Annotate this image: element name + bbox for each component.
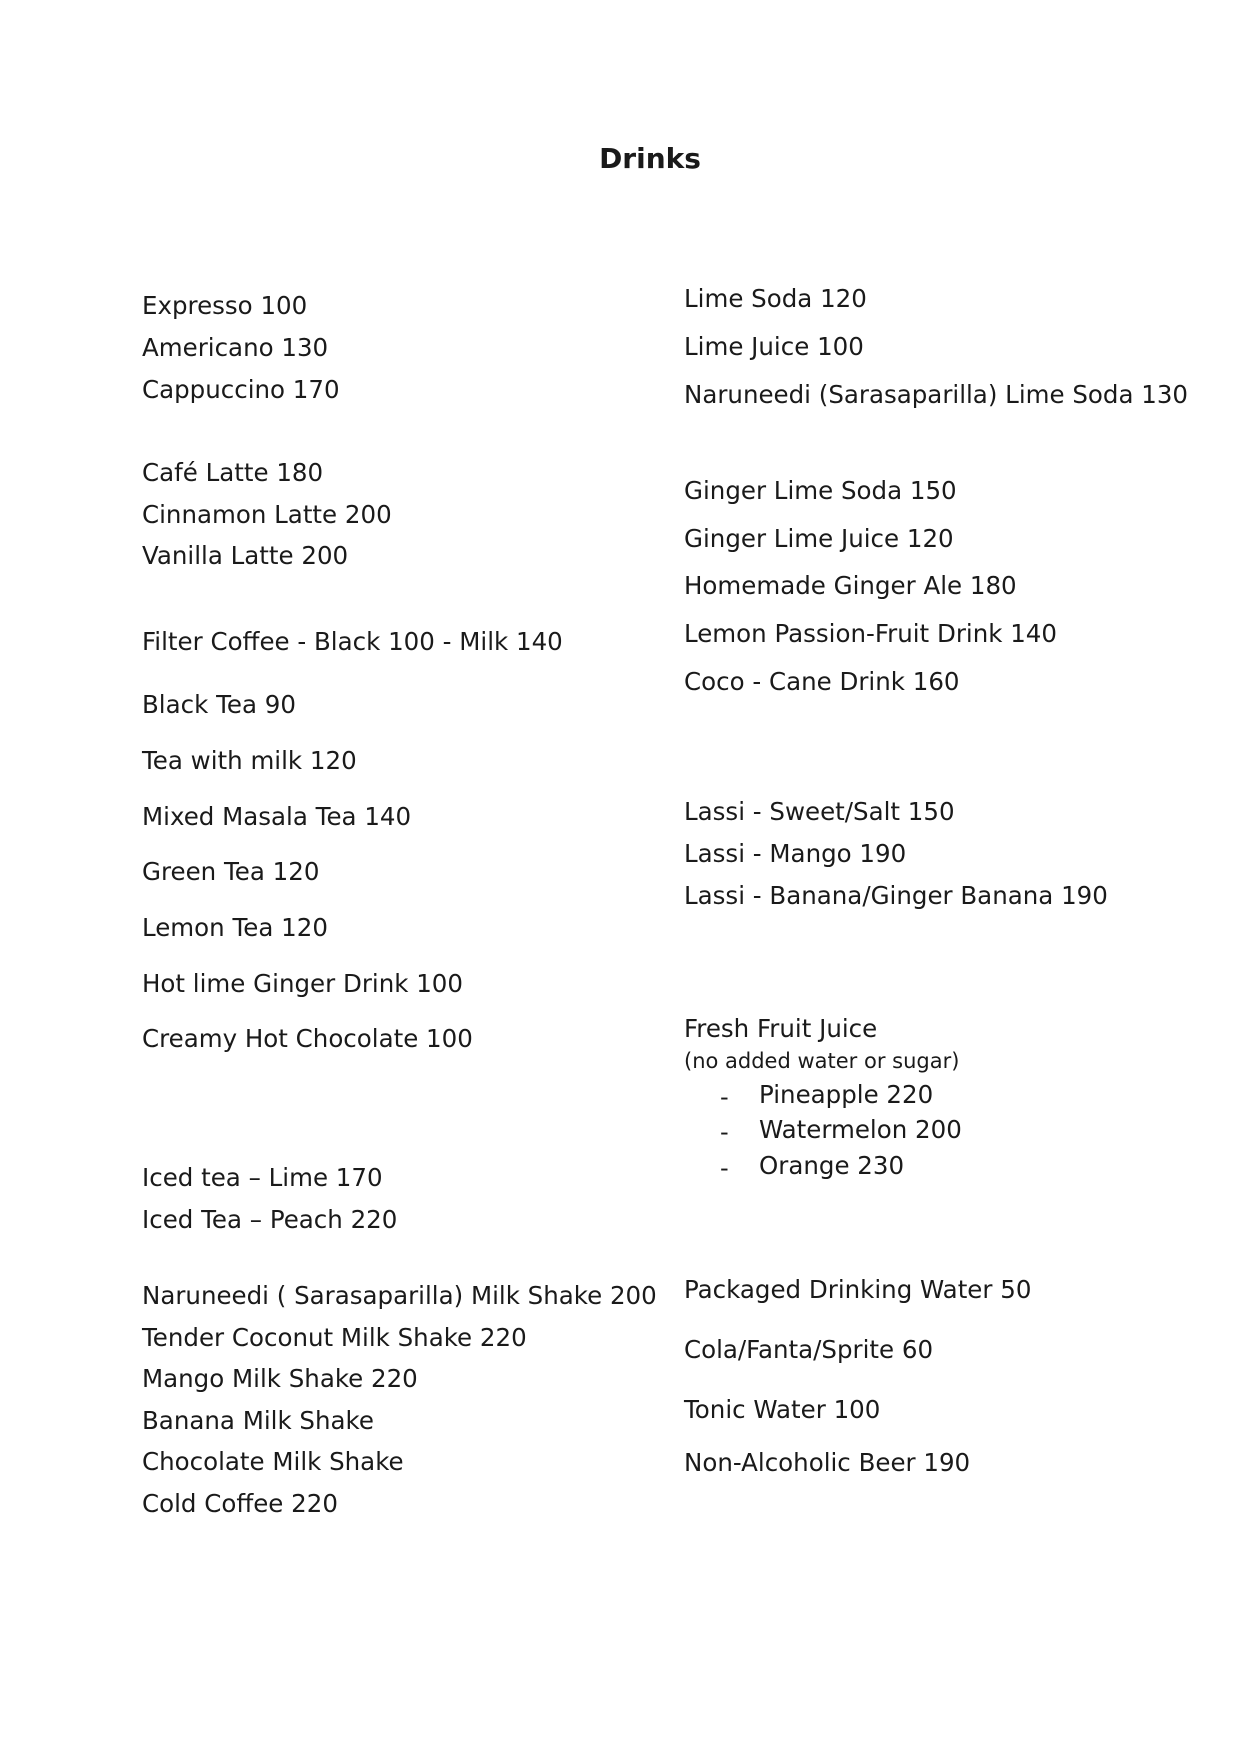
menu-item: Lemon Tea 120	[142, 913, 328, 942]
menu-item: Cinnamon Latte 200	[142, 500, 392, 529]
menu-item: Iced Tea – Peach 220	[142, 1205, 398, 1234]
menu-item: Homemade Ginger Ale 180	[684, 571, 1017, 600]
menu-item: Watermelon 200	[759, 1115, 962, 1144]
menu-item: Lime Soda 120	[684, 284, 867, 313]
menu-item: Ginger Lime Juice 120	[684, 524, 954, 553]
menu-item: Café Latte 180	[142, 458, 324, 487]
menu-item: Green Tea 120	[142, 857, 320, 886]
list-bullet: -	[720, 1118, 729, 1146]
menu-item: Americano 130	[142, 333, 329, 362]
menu-item: Lassi - Banana/Ginger Banana 190	[684, 881, 1108, 910]
menu-item: Cappuccino 170	[142, 375, 340, 404]
menu-item: Naruneedi ( Sarasaparilla) Milk Shake 200	[142, 1281, 657, 1310]
menu-item: Tender Coconut Milk Shake 220	[142, 1323, 527, 1352]
menu-item: Iced tea – Lime 170	[142, 1163, 383, 1192]
list-bullet: -	[720, 1154, 729, 1182]
page-title: Drinks	[599, 142, 701, 175]
menu-item: Lemon Passion-Fruit Drink 140	[684, 619, 1057, 648]
menu-item: Pineapple 220	[759, 1080, 934, 1109]
section-heading: Fresh Fruit Juice	[684, 1014, 878, 1043]
menu-item: Expresso 100	[142, 291, 308, 320]
menu-item: Lime Juice 100	[684, 332, 864, 361]
menu-item: Mango Milk Shake 220	[142, 1364, 418, 1393]
menu-item: Non-Alcoholic Beer 190	[684, 1448, 971, 1477]
menu-item: Tonic Water 100	[684, 1395, 881, 1424]
menu-item: Coco - Cane Drink 160	[684, 667, 960, 696]
menu-item: Lassi - Sweet/Salt 150	[684, 797, 955, 826]
menu-item: Cold Coffee 220	[142, 1489, 338, 1518]
menu-item: Vanilla Latte 200	[142, 541, 349, 570]
menu-item: Banana Milk Shake	[142, 1406, 374, 1435]
menu-item: Lassi - Mango 190	[684, 839, 907, 868]
menu-item: Creamy Hot Chocolate 100	[142, 1024, 473, 1053]
menu-item: Naruneedi (Sarasaparilla) Lime Soda 130	[684, 380, 1189, 409]
menu-item: Chocolate Milk Shake	[142, 1447, 404, 1476]
menu-item: Black Tea 90	[142, 690, 296, 719]
list-bullet: -	[720, 1083, 729, 1111]
menu-item: Filter Coffee - Black 100 - Milk 140	[142, 627, 563, 656]
menu-item: Orange 230	[759, 1151, 905, 1180]
section-note: (no added water or sugar)	[684, 1049, 960, 1073]
menu-item: Hot lime Ginger Drink 100	[142, 969, 463, 998]
menu-item: Cola/Fanta/Sprite 60	[684, 1335, 934, 1364]
menu-item: Packaged Drinking Water 50	[684, 1275, 1032, 1304]
menu-item: Tea with milk 120	[142, 746, 357, 775]
menu-item: Mixed Masala Tea 140	[142, 802, 412, 831]
menu-item: Ginger Lime Soda 150	[684, 476, 957, 505]
